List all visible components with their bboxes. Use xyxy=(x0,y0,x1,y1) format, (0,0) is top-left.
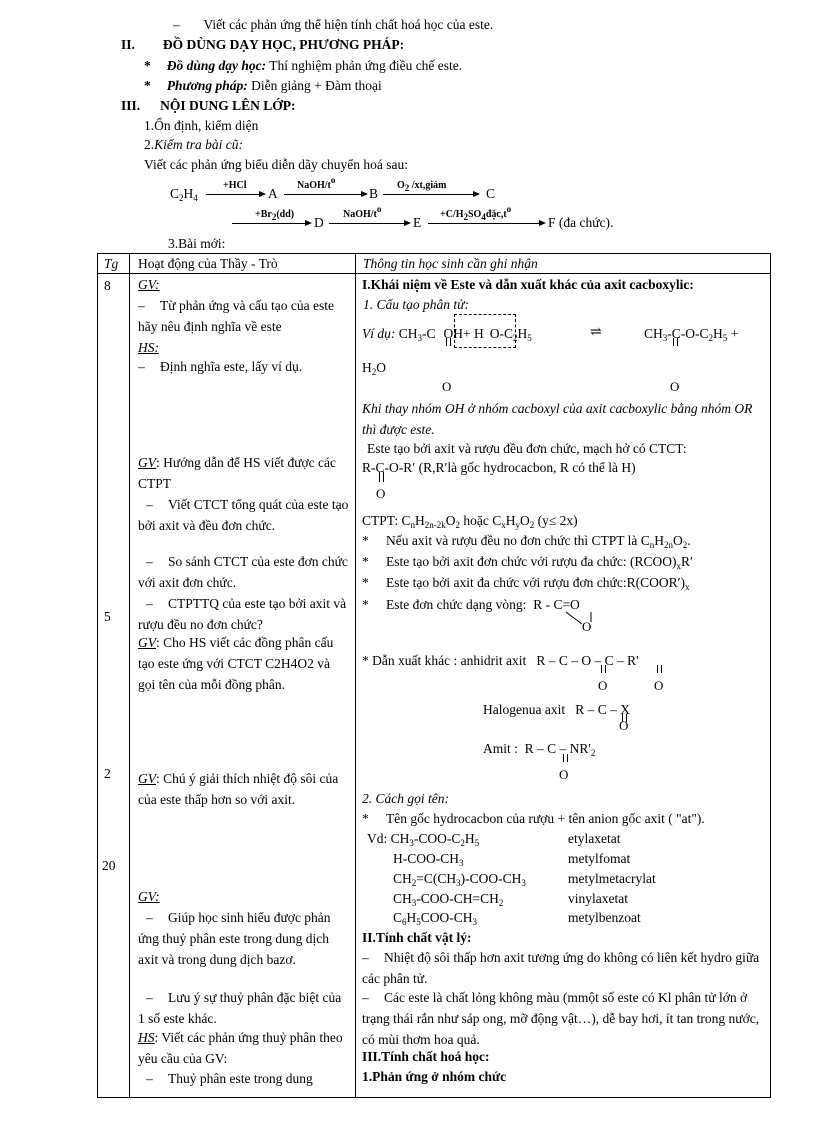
carbonyl-bond xyxy=(379,472,384,482)
ester-definition: Khi thay nhóm OH ở nhóm cacboxyl của axit cacboxylic bằng nhóm OR thì được este. xyxy=(362,401,753,437)
step-1: 1.Ổn định, kiểm diện xyxy=(144,118,259,133)
info-subsection-2: 2. Cách gọi tên: xyxy=(362,791,449,806)
example-reaction: Ví dụ: $CH_3-C$ OH+ H $O-C_2H_5$ xyxy=(362,326,532,343)
info-bullet: * Este đơn chức dạng vòng: R - C=O xyxy=(362,597,580,612)
physical-property: – Các este là chất lỏng không màu (mmột số este có Kl phân tử lớn ở trạng thái rắn như sáp ong, mỡ động vật…), dễ bay hơi, ít tan trong nước, có mùi thơm hoa quả. xyxy=(362,990,760,1047)
gv-bullet: – Giúp học sinh hiểu được phản ứng thuỷ phân este trong dung dịch axit và trong dung dịch bazơ. xyxy=(138,910,331,967)
arrow-2-label: NaOH/$t^o$ xyxy=(297,175,336,191)
carbonyl-bond xyxy=(673,338,678,346)
cyclic-ester-ring xyxy=(560,610,600,638)
arrow-5 xyxy=(329,223,409,224)
carbonyl-oxygen: O xyxy=(442,379,452,394)
node-F: F (đa chức). xyxy=(548,215,614,230)
ring-oxygen: O xyxy=(582,619,592,634)
gv-bullet: – So sánh CTCT của este đơn chức với axit đơn chức. xyxy=(138,554,348,590)
equipment-line: * Đồ dùng dạy học: Thí nghiệm phản ứng điều chế este. xyxy=(144,58,463,73)
naming-example-formula: $H-COO-CH_3$ xyxy=(393,851,464,868)
naming-example-name: vinylaxetat xyxy=(568,891,628,906)
info-section-2: II.Tính chất vật lý: xyxy=(362,930,472,945)
carbonyl-oxygen: O xyxy=(670,379,680,394)
node-B: B xyxy=(369,186,379,201)
arrow-4 xyxy=(232,223,310,224)
naming-example-formula: $C_6H_5COO-CH_3$ xyxy=(393,910,478,927)
gv-bullet: – Viết CTCT tổng quát của este tạo bởi axit và đều đơn chức. xyxy=(138,497,349,533)
carbonyl-bond xyxy=(563,754,568,762)
hs-task: HS: Viết các phản ứng thuỷ phân theo yêu cầu của GV: xyxy=(138,1030,343,1066)
hs-task: – Định nghĩa este, lấy ví dụ. xyxy=(138,359,303,374)
carbonyl-oxygen: O xyxy=(654,678,664,693)
node-D: D xyxy=(314,215,324,230)
gv-isomer-task: GV: Cho HS viết các đồng phân cấu tạo este ứng với CTCT C2H4O2 và gọi tên của mỗi đồng phân. xyxy=(138,635,334,692)
node-A: A xyxy=(268,186,278,201)
carbonyl-bond xyxy=(601,665,606,673)
elimination-box xyxy=(454,314,516,348)
info-bullet: * Este tạo bởi axit đơn chức với rượu đa chức: $(RCOO)_xR'$ xyxy=(362,554,693,571)
naming-example-name: metylbenzoat xyxy=(568,910,641,925)
gv-guidance: GV: Hướng dẫn để HS viết được các CTPT xyxy=(138,455,336,491)
physical-property: – Nhiệt độ sôi thấp hơn axit tương ứng do không có liên kết hydro giữa các phân tử. xyxy=(362,950,760,986)
table-border-right xyxy=(770,253,771,1098)
carbonyl-oxygen: O xyxy=(376,486,386,501)
gv-bullet: – Lưu ý sự thuỷ phân đặc biệt của 1 số este khác. xyxy=(138,990,342,1026)
objective-line: – Viết các phản ứng thể hiện tính chất hoá học của este. xyxy=(173,17,494,32)
table-col-divider-1 xyxy=(129,253,130,1098)
naming-example-name: etylaxetat xyxy=(568,831,621,846)
derivative-anhydride: * Dẫn xuất khác : anhidrit axit R – C – O – C – R' xyxy=(362,653,639,668)
method-line: * Phương pháp: Diễn giảng + Đàm thoại xyxy=(144,78,382,93)
arrow-1-label: +HCl xyxy=(223,180,247,191)
info-bullet: * Este tạo bởi axit đa chức với rượu đơn $chức:R(COOR')_x$ xyxy=(362,575,690,592)
derivative-amide: Amit : R – C – $NR'_2$ xyxy=(483,741,596,758)
hs-bullet: – Thuỷ phân este trong dung xyxy=(146,1071,313,1086)
info-section-1: I.Khái niệm về Este và dẫn xuất khác của axit cacboxylic: xyxy=(362,277,694,292)
arrow-4-label: $+Br_2(dd)$ xyxy=(255,209,295,222)
naming-example-formula: $CH_2=C(CH_3)-COO-CH_3$ xyxy=(393,871,526,888)
info-section-3: III.Tính chất hoá học: xyxy=(362,1049,490,1064)
arrow-6 xyxy=(428,223,544,224)
header-tg: Tg xyxy=(104,256,119,271)
tg-value: 5 xyxy=(104,609,111,624)
gv-task: – Từ phản ứng và cấu tạo của este hãy nêu định nghĩa về este xyxy=(138,298,334,334)
arrow-6-label: $+C/H_2SO_4đặc,t^o$ xyxy=(440,204,512,222)
scheme-start: $C_2H_4$ xyxy=(170,186,198,203)
section-3-heading: III. NỘI DUNG LÊN LỚP: xyxy=(121,98,296,113)
table-border-bottom xyxy=(97,1097,771,1098)
carbonyl-oxygen: O xyxy=(598,678,608,693)
info-subsection-3: 1.Phản ứng ở nhóm chức xyxy=(362,1069,507,1084)
header-activity: Hoạt động của Thầy - Trò xyxy=(138,256,278,271)
ester-general-formula: R-C-O-R′ (R,R′là gốc hydrocacbon, R có thể là H) xyxy=(362,460,636,475)
naming-example-name: metylfomat xyxy=(568,851,631,866)
ctpt-line: CTPT: $C_nH_{2n-2k}O_2$ hoặc $C_xH_yO_2$ (y≤ 2x) xyxy=(362,513,578,530)
tg-value: 8 xyxy=(104,278,111,293)
table-border-left xyxy=(97,253,98,1098)
header-info: Thông tin học sinh cần ghi nhận xyxy=(363,256,538,271)
naming-rule: * Tên gốc hydrocacbon của rượu + tên anion gốc axit ( "at"). xyxy=(362,811,705,826)
hs-label: HS: xyxy=(138,340,159,355)
carbonyl-oxygen: O xyxy=(619,718,629,733)
arrow-3-label: $O_2$ /xt,giảm xyxy=(397,180,447,193)
carbonyl-bond xyxy=(446,338,451,346)
carbonyl-oxygen: O xyxy=(559,767,569,782)
step-3: 3.Bài mới: xyxy=(168,236,226,251)
section-2-heading: II. ĐỒ DÙNG DẠY HỌC, PHƯƠNG PHÁP: xyxy=(121,37,405,52)
gv-bullet: – CTPTTQ của este tạo bởi axit và rượu đều no đơn chức? xyxy=(138,596,347,632)
naming-example-formula: Vd: $CH_3-COO-C_2H_5$ xyxy=(367,831,480,848)
example-water: $H_2O$ xyxy=(362,360,386,377)
derivative-halide: Halogenua axit R – C – X xyxy=(483,702,630,717)
equilibrium-arrow: ⇌ xyxy=(590,325,602,340)
ester-general-desc: Este tạo bởi axit và rượu đều đơn chức, mạch hở có CTCT: xyxy=(367,441,687,456)
naming-example-formula: $CH_3-COO-CH=CH_2$ xyxy=(393,891,504,908)
info-subsection-1: 1. Cấu tạo phân tử: xyxy=(363,297,469,312)
example-product: $CH_3-C-O-C_2H_5$ + xyxy=(644,326,739,343)
info-bullet: * Nếu axit và rượu đều no đơn chức thì CTPT là $C_nH_{2n}O_2$. xyxy=(362,533,691,550)
node-E: E xyxy=(413,215,422,230)
arrow-5-label: NaOH/$t^o$ xyxy=(343,204,382,220)
arrow-2 xyxy=(284,194,366,195)
tg-value: 2 xyxy=(104,766,111,781)
tg-value: 20 xyxy=(102,858,116,873)
gv-label: GV: xyxy=(138,277,160,292)
gv-boiling-note: GV: Chú ý giải thích nhiệt độ sôi của của este thấp hơn so với axit. xyxy=(138,771,339,807)
naming-example-name: metylmetacrylat xyxy=(568,871,656,886)
task-line: Viết các phản ứng biểu diễn dãy chuyển hoá sau: xyxy=(144,157,409,172)
arrow-3 xyxy=(383,194,478,195)
table-col-divider-2 xyxy=(355,253,356,1098)
arrow-1 xyxy=(206,194,264,195)
step-2: 2.Kiểm tra bài cũ: xyxy=(144,137,243,152)
carbonyl-bond xyxy=(657,665,662,673)
gv-label: GV: xyxy=(138,889,160,904)
node-C: C xyxy=(486,186,496,201)
